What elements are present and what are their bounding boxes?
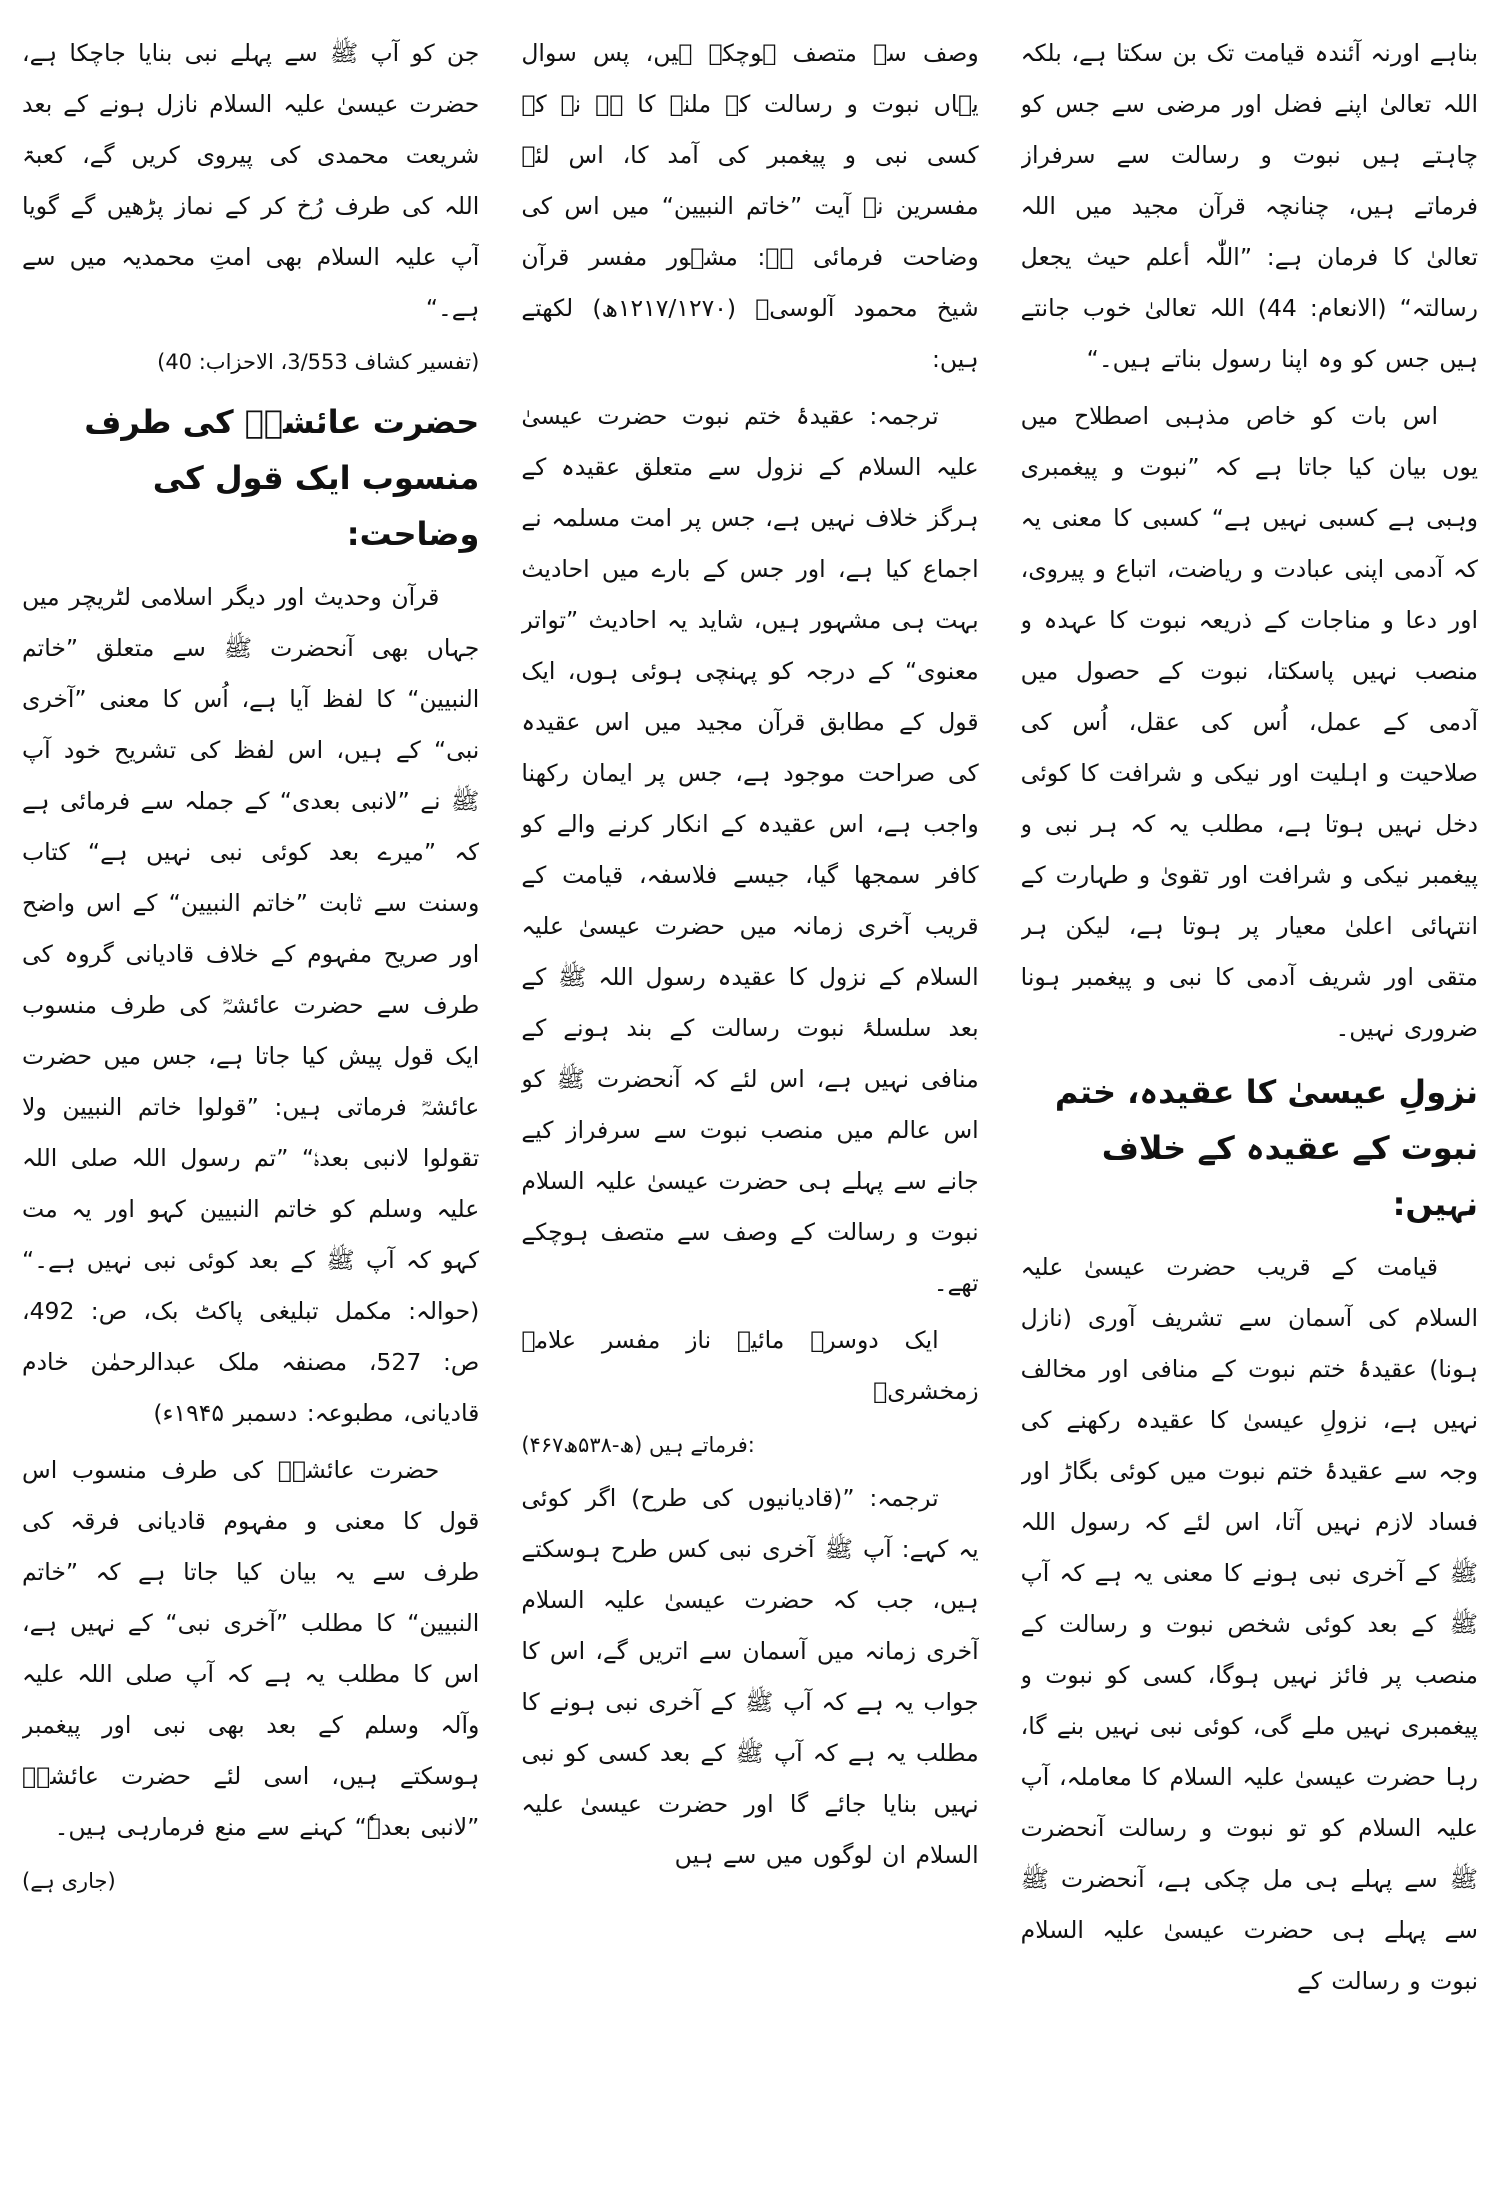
citation: (تفسیر کشاف 3/553، الاحزاب: 40)	[157, 350, 480, 374]
paragraph: جن کو آپ ﷺ سے پہلے نبی بنایا جاچکا ہے، حضرت عیسیٰ علیہ السلام نازل ہونے کے بعد شریعت محمدی کی پیروی کریں گے، کعبۃ اللہ کی طرف رُخ کر کے نماز پڑھیں گے گویا آپ علیہ السلام بھی امتِ محمدیہ میں سے ہے۔“	[22, 39, 480, 322]
column-right	[1021, 28, 1478, 2180]
paragraph: وصف سے متصف ہوچکے ہیں، پس سوال یہاں نبوت و رسالت کے ملنے کا ہے نہ کہ کسی نبی و پیغمبر کی آمد کا، اس لئے مفسرین نے آیت ”خاتم النبیین“ میں اس کی وضاحت فرمائی ہے: مشہور مفسر قرآن شیخ محمود آلوسیؒ (۱۲۱۷/۱۲۷۰ھ) لکھتے ہیں:	[521, 39, 979, 373]
paragraph: ایک دوسرے مائیہ ناز مفسر علامہ زمخشریؒ	[521, 1326, 979, 1405]
continued-note: (جاری ہے)	[22, 1869, 116, 1893]
paragraph: ترجمہ: ”(قادیانیوں کی طرح) اگر کوئی یہ کہے: آپ ﷺ آخری نبی کس طرح ہوسکتے ہیں، جب کہ حضرت عیسیٰ علیہ السلام آخری زمانہ میں آسمان سے اتریں گے، اس کا جواب یہ ہے کہ آپ ﷺ کے آخری نبی ہونے کا مطلب یہ ہے کہ آپ ﷺ کے بعد کسی کو نبی نہیں بنایا جائے گا اور حضرت عیسیٰ علیہ السلام ان لوگوں میں سے ہیں	[521, 1484, 979, 1869]
section-heading: نزولِ عیسیٰ کا عقیدہ، ختم نبوت کے عقیدہ کے خلاف نہیں:	[1054, 1073, 1478, 1223]
section-heading: حضرت عائشہؓ کی طرف منسوب ایک قول کی وضاحت:	[84, 403, 480, 553]
column-middle	[521, 28, 978, 2180]
paragraph: قیامت کے قریب حضرت عیسیٰ علیہ السلام کی آسمان سے تشریف آوری (نازل ہونا) عقیدۂ ختم نبوت کے منافی اور مخالف نہیں ہے، نزولِ عیسیٰ کا عقیدہ رکھنے کی وجہ سے عقیدۂ ختم نبوت میں کوئی بگاڑ اور فساد لازم نہیں آتا، اس لئے کہ رسول اللہ ﷺ کے آخری نبی ہونے کا معنی یہ ہے کہ آپ ﷺ کے بعد کوئی شخص نبوت و رسالت کے منصب پر فائز نہیں ہوگا، کسی کو نبوت و پیغمبری نہیں ملے گی، کوئی نبی نہیں بنے گا، رہا حضرت عیسیٰ علیہ السلام کا معاملہ، آپ علیہ السلام کو تو نبوت و رسالت آنحضرت ﷺ سے پہلے ہی مل چکی ہے، آنحضرت ﷺ سے پہلے ہی حضرت عیسیٰ علیہ السلام نبوت و رسالت کے	[1020, 1253, 1478, 1995]
column-left	[22, 28, 479, 2180]
date-reference: (۴۶۷ھ-۵۳۸ھ) فرماتے ہیں:	[521, 1433, 755, 1457]
paragraph: اس بات کو خاص مذہبی اصطلاح میں یوں بیان کیا جاتا ہے کہ ”نبوت و پیغمبری وہبی ہے کسبی نہیں ہے“ کسبی کا معنی یہ کہ آدمی اپنی عبادت و ریاضت، اتباع و پیروی، اور دعا و مناجات کے ذریعہ نبوت کا عہدہ و منصب نہیں پاسکتا، نبوت کے حصول میں آدمی کے عمل، اُس کی عقل، اُس کی صلاحیت و اہلیت اور نیکی و شرافت کا کوئی دخل نہیں ہوتا ہے، مطلب یہ کہ ہر نبی و پیغمبر نیکی و شرافت اور تقویٰ و طہارت کے انتہائی اعلیٰ معیار پر ہوتا ہے، لیکن ہر متقی اور شریف آدمی کا نبی و پیغمبر ہونا ضروری نہیں۔	[1020, 402, 1478, 1042]
paragraph: بناہے اورنہ آئندہ قیامت تک بن سکتا ہے، بلکہ اللہ تعالیٰ اپنے فضل اور مرضی سے جس کو چاہتے ہیں نبوت و رسالت سے سرفراز فرماتے ہیں، چنانچہ قرآن مجید میں اللہ تعالیٰ کا فرمان ہے: ”اللّٰہ أعلم حیث یجعل رسالتہ“ (الانعام: 44) اللہ تعالیٰ خوب جانتے ہیں جس کو وہ اپنا رسول بناتے ہیں۔“	[1020, 39, 1478, 373]
paragraph: حضرت عائشہؓ کی طرف منسوب اس قول کا معنی و مفہوم قادیانی فرقہ کی طرف سے یہ بیان کیا جاتا ہے کہ ”خاتم النبیین“ کا مطلب ”آخری نبی“ کے نہیں ہے، اس کا مطلب یہ ہے کہ آپ صلی اللہ علیہ وآلہ وسلم کے بعد بھی نبی اور پیغمبر ہوسکتے ہیں، اسی لئے حضرت عائشہؓ ”لانبی بعدہٗ“ کہنے سے منع فرمارہی ہیں۔	[22, 1456, 480, 1841]
paragraph: ترجمہ: عقیدۂ ختم نبوت حضرت عیسیٰ علیہ السلام کے نزول سے متعلق عقیدہ کے ہرگز خلاف نہیں ہے، جس پر امت مسلمہ نے اجماع کیا ہے، اور جس کے بارے میں احادیث بہت ہی مشہور ہیں، شاید یہ احادیث ”تواتر معنوی“ کے درجہ کو پہنچی ہوئی ہوں، ایک قول کے مطابق قرآن مجید میں اس عقیدہ کی صراحت موجود ہے، جس پر ایمان رکھنا واجب ہے، اس عقیدہ کے انکار کرنے والے کو کافر سمجھا گیا، جیسے فلاسفہ، قیامت کے قریب آخری زمانہ میں حضرت عیسیٰ علیہ السلام کے نزول کا عقیدہ رسول اللہ ﷺ کے بعد سلسلۂ نبوت رسالت کے بند ہونے کے منافی نہیں ہے، اس لئے کہ آنحضرت ﷺ کو اس عالم میں منصب نبوت سے سرفراز کیے جانے سے پہلے ہی حضرت عیسیٰ علیہ السلام نبوت و رسالت کے وصف سے متصف ہوچکے تھے۔	[521, 402, 979, 1297]
paragraph: قرآن وحدیث اور دیگر اسلامی لٹریچر میں جہاں بھی آنحضرت ﷺ سے متعلق ”خاتم النبیین“ کا لفظ آیا ہے، اُس کا معنی ”آخری نبی“ کے ہیں، اس لفظ کی تشریح خود آپ ﷺ نے ”لانبی بعدی“ کے جملہ سے فرمائی ہے کہ ”میرے بعد کوئی نبی نہیں ہے“ کتاب وسنت سے ثابت ”خاتم النبیین“ کے اس واضح اور صریح مفہوم کے خلاف قادیانی گروہ کی طرف سے حضرت عائشہؓ کی طرف منسوب ایک قول پیش کیا جاتا ہے، جس میں حضرت عائشہؓ فرماتی ہیں: ”قولوا خاتم النبیین ولا تقولوا لانبی بعدہٗ“ ”تم رسول اللہ صلی اللہ علیہ وسلم کو خاتم النبیین کہو اور یہ مت کہو کہ آپ ﷺ کے بعد کوئی نبی نہیں ہے۔“ (حوالہ: مکمل تبلیغی پاکٹ بک، ص: 492، ص: 527، مصنفہ ملک عبدالرحمٰن خادم قادیانی، مطبوعہ: دسمبر ۱۹۴۵ء)	[22, 583, 480, 1427]
